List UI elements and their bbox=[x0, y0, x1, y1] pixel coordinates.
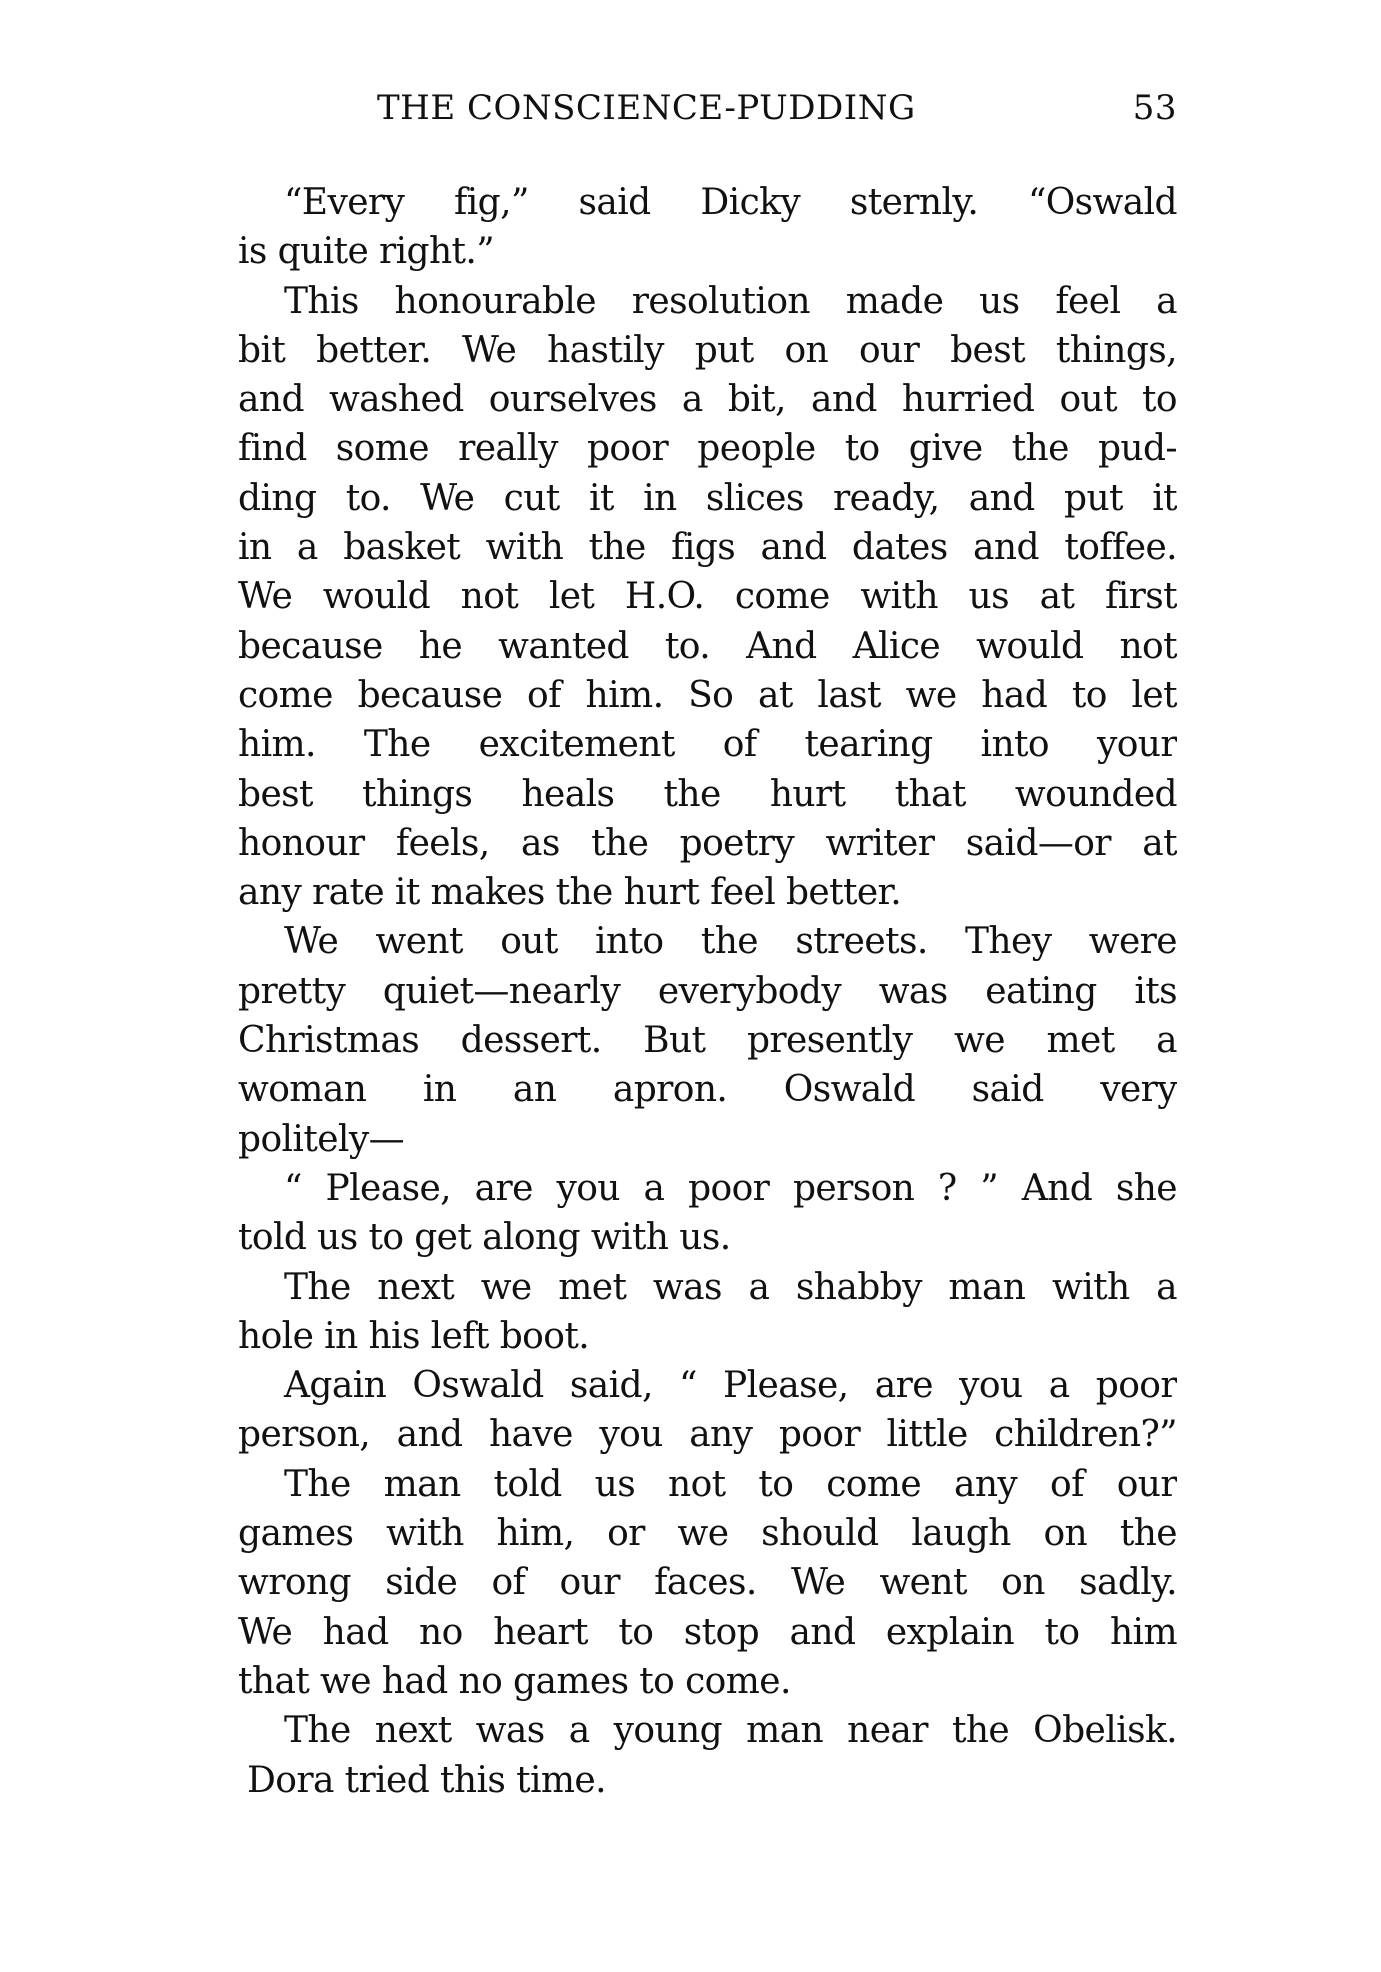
text-line: “ Please, are you a poor person ? ” And she bbox=[284, 1167, 1177, 1209]
text-line: woman in an apron. Oswald said very bbox=[238, 1069, 1177, 1111]
text-line: come because of him. So at last we had to let bbox=[238, 674, 1177, 716]
text-line: The man told us not to come any of our bbox=[284, 1463, 1177, 1505]
text-line: him. The excitement of tearing into your bbox=[238, 724, 1177, 766]
chapter-title: THE CONSCIENCE-PUDDING bbox=[377, 88, 916, 128]
text-line: bit better. We hastily put on our best things, bbox=[238, 329, 1177, 371]
text-line: best things heals the hurt that wounded bbox=[238, 773, 1177, 815]
running-header bbox=[377, 88, 1177, 138]
text-line: that we had no games to come. bbox=[238, 1660, 791, 1702]
text-line: and washed ourselves a bit, and hurried out to bbox=[238, 379, 1177, 421]
text-line: wrong side of our faces. We went on sadly. bbox=[238, 1562, 1177, 1604]
text-line: We had no heart to stop and explain to him bbox=[238, 1611, 1177, 1653]
text-line: politely— bbox=[238, 1118, 404, 1160]
text-line: any rate it makes the hurt feel better. bbox=[238, 872, 902, 914]
text-line: in a basket with the figs and dates and toffee. bbox=[238, 527, 1177, 569]
text-line: We went out into the streets. They were bbox=[284, 921, 1177, 963]
text-line: hole in his left boot. bbox=[238, 1315, 590, 1357]
text-line: Christmas dessert. But presently we met a bbox=[238, 1020, 1177, 1062]
text-line: find some really poor people to give the pud- bbox=[238, 428, 1177, 470]
text-line: honour feels, as the poetry writer said—or at bbox=[238, 822, 1177, 864]
text-line: pretty quiet—nearly everybody was eating its bbox=[238, 970, 1177, 1012]
text-line: This honourable resolution made us feel a bbox=[284, 280, 1177, 322]
text-line: told us to get along with us. bbox=[238, 1217, 731, 1259]
text-line: The next we met was a shabby man with a bbox=[284, 1266, 1177, 1308]
text-line: “Every fig,” said Dicky sternly. “Oswald bbox=[284, 182, 1177, 223]
text-line: ding to. We cut it in slices ready, and put it bbox=[238, 477, 1177, 519]
text-line: games with him, or we should laugh on the bbox=[238, 1513, 1177, 1555]
text-line: because he wanted to. And Alice would not bbox=[238, 625, 1177, 667]
text-line: Dora tried this time. bbox=[247, 1759, 606, 1801]
page-body-text bbox=[238, 178, 1177, 1805]
text-line: person, and have you any poor little children?” bbox=[238, 1414, 1177, 1456]
text-line: is quite right.” bbox=[238, 231, 495, 273]
text-line: The next was a young man near the Obelisk. bbox=[284, 1710, 1177, 1752]
text-line: Again Oswald said, “ Please, are you a poor bbox=[284, 1365, 1177, 1407]
page-number: 53 bbox=[1132, 88, 1177, 128]
text-line: We would not let H.O. come with us at first bbox=[238, 576, 1177, 618]
